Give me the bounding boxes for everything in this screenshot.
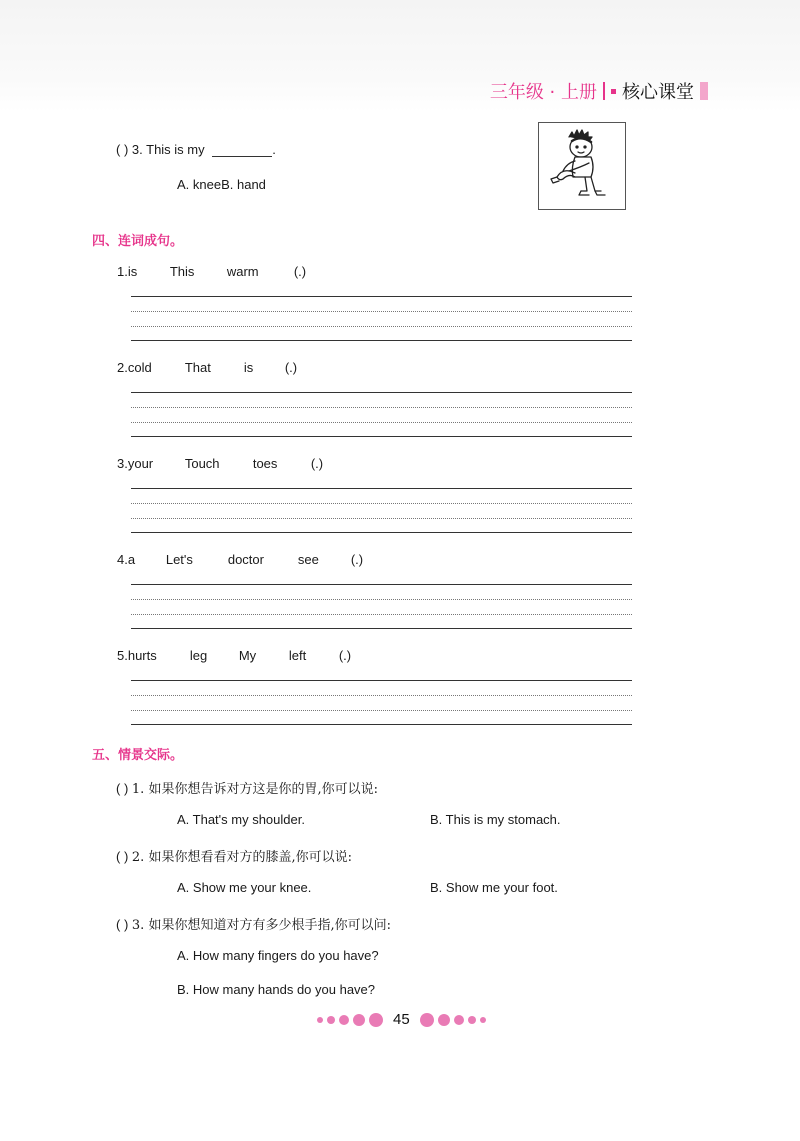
- answer-line-dotted: [131, 695, 632, 696]
- answer-line-dotted: [131, 614, 632, 615]
- page-footer: [315, 1011, 488, 1028]
- sentence-item-1: [117, 264, 306, 279]
- answer-paren[interactable]: ( ): [116, 917, 129, 932]
- dot-icon: [339, 1015, 349, 1025]
- punctuation-hint: (.): [293, 264, 307, 279]
- header-square-mark: [611, 89, 616, 94]
- dot-icon: [438, 1014, 450, 1026]
- answer-line-dotted: [131, 407, 632, 408]
- item-number: 2.: [117, 360, 128, 375]
- word-chip: see: [297, 552, 319, 567]
- header-divider: [603, 82, 605, 100]
- word-chip: leg: [189, 648, 208, 663]
- dialog-question-2: [116, 846, 352, 865]
- sentence-item-3: [117, 456, 323, 471]
- word-chip: is: [243, 360, 254, 375]
- option-b: B. Show me your foot.: [430, 880, 558, 895]
- word-chip: warm: [226, 264, 259, 279]
- answer-line-dotted: [131, 599, 632, 600]
- answer-line-dotted: [131, 422, 632, 423]
- question-period: .: [272, 142, 276, 157]
- dot-icon: [454, 1015, 464, 1025]
- option-a: A. That's my shoulder.: [177, 812, 305, 827]
- dot-icon: [480, 1017, 486, 1023]
- question-text: 1. 如果你想告诉对方这是你的胃,你可以说:: [131, 782, 378, 797]
- answer-line-dotted: [131, 503, 632, 504]
- sentence-item-5: [117, 648, 351, 663]
- word-chip: your: [127, 456, 154, 471]
- answer-line-bottom: [131, 436, 632, 437]
- core-class-label: 核心课堂: [622, 82, 694, 103]
- answer-line-top[interactable]: [131, 584, 632, 585]
- dot-icon: [369, 1013, 383, 1027]
- punctuation-hint: (.): [350, 552, 364, 567]
- answer-paren[interactable]: ( ): [116, 142, 129, 157]
- word-chip: That: [184, 360, 211, 375]
- word-chip: My: [238, 648, 257, 663]
- word-chip: doctor: [227, 552, 264, 567]
- question-3-options: A. kneeB. hand: [177, 177, 266, 192]
- option-a: A. How many fingers do you have?: [177, 948, 379, 963]
- word-chip: This: [169, 264, 195, 279]
- page-number: 45: [393, 1011, 410, 1028]
- dot-icon: [317, 1017, 323, 1023]
- item-number: 4.: [117, 552, 128, 567]
- boy-drawing-icon: [539, 123, 625, 209]
- sentence-item-2: [117, 360, 297, 375]
- answer-line-dotted: [131, 326, 632, 327]
- answer-line-dotted: [131, 518, 632, 519]
- word-chip: Let's: [165, 552, 193, 567]
- dialog-question-3: [116, 914, 391, 933]
- punctuation-hint: (.): [338, 648, 352, 663]
- punctuation-hint: (.): [284, 360, 298, 375]
- answer-paren[interactable]: ( ): [116, 849, 129, 864]
- sentence-item-4: [117, 552, 363, 567]
- word-chip: hurts: [127, 648, 157, 663]
- option-b: B. This is my stomach.: [430, 812, 561, 827]
- question-3: [116, 142, 276, 157]
- dot-icon: [327, 1016, 335, 1024]
- word-chip: left: [288, 648, 307, 663]
- section-4-title: 四、连词成句。: [92, 234, 184, 249]
- question-text: 2. 如果你想看看对方的膝盖,你可以说:: [131, 850, 352, 865]
- punctuation-hint: (.): [310, 456, 324, 471]
- answer-paren[interactable]: ( ): [116, 781, 129, 796]
- answer-line-bottom: [131, 532, 632, 533]
- word-chip: toes: [252, 456, 278, 471]
- answer-line-bottom: [131, 724, 632, 725]
- grade-label: 三年级 · 上册: [489, 82, 597, 103]
- option-b: B. How many hands do you have?: [177, 982, 376, 997]
- dialog-question-1: [116, 778, 378, 797]
- question-text: 3. 如果你想知道对方有多少根手指,你可以问:: [131, 918, 391, 933]
- page-header: [490, 78, 708, 104]
- answer-line-top[interactable]: [131, 392, 632, 393]
- dot-icon: [468, 1016, 476, 1024]
- section-5-title: 五、情景交际。: [92, 748, 184, 763]
- item-number: 5.: [117, 648, 128, 663]
- question-text: 3. This is my: [131, 142, 205, 157]
- answer-line-top[interactable]: [131, 680, 632, 681]
- header-end-mark: [700, 82, 708, 100]
- item-number: 1.: [117, 264, 128, 279]
- item-number: 3.: [117, 456, 128, 471]
- option-a: A. Show me your knee.: [177, 880, 312, 895]
- fill-blank[interactable]: [212, 144, 272, 157]
- word-chip: Touch: [184, 456, 220, 471]
- answer-line-dotted: [131, 710, 632, 711]
- boy-holding-knee-illustration: [538, 122, 626, 210]
- dot-icon: [353, 1014, 365, 1026]
- word-chip: a: [127, 552, 136, 567]
- answer-line-bottom: [131, 628, 632, 629]
- dot-icon: [420, 1013, 434, 1027]
- word-chip: is: [127, 264, 138, 279]
- answer-line-dotted: [131, 311, 632, 312]
- answer-line-top[interactable]: [131, 296, 632, 297]
- answer-line-top[interactable]: [131, 488, 632, 489]
- answer-line-bottom: [131, 340, 632, 341]
- word-chip: cold: [127, 360, 152, 375]
